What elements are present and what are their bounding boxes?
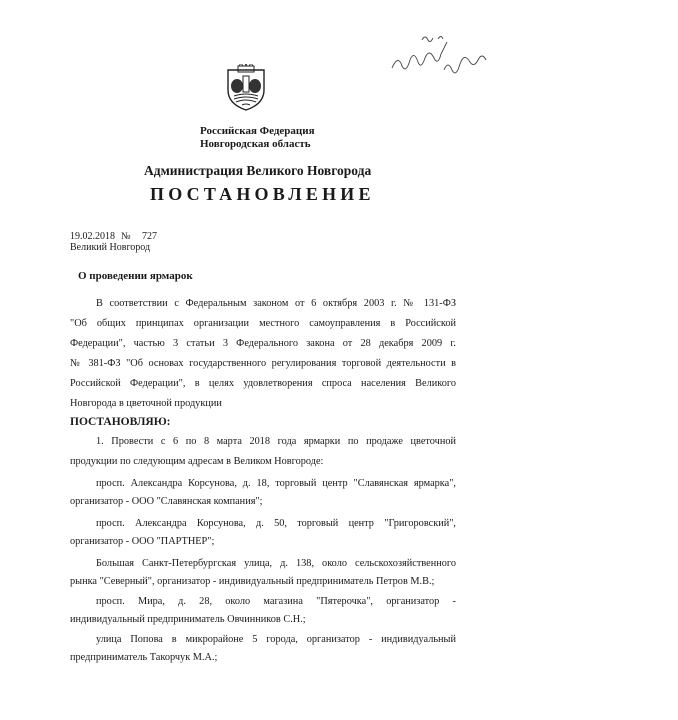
document-date: 19.02.2018 bbox=[70, 231, 115, 242]
address-line: организатор - ООО "Славянская компания"; bbox=[70, 496, 263, 507]
address-line: просп. Александра Корсунова, д. 18, торговый центр "Славянская ярмарка", bbox=[96, 478, 456, 489]
address-line: Большая Санкт-Петербургская улица, д. 138, около сельскохозяйственного bbox=[96, 558, 456, 569]
preamble-line: Новгорода в цветочной продукции bbox=[70, 398, 222, 409]
document-subject: О проведении ярмарок bbox=[78, 270, 193, 282]
address-line: индивидуальный предприниматель Овчинников С.Н.; bbox=[70, 614, 306, 625]
address-line: рынка "Северный", организатор - индивидуальный предприниматель Петров М.В.; bbox=[70, 576, 435, 587]
item-1-line: продукции по следующим адресам в Великом Новгороде: bbox=[70, 456, 324, 467]
address-line: организатор - ООО "ПАРТНЕР"; bbox=[70, 536, 215, 547]
address-line: просп. Александра Корсунова, д. 50, торговый центр "Григоровский", bbox=[96, 518, 456, 529]
administration-line: Администрация Великого Новгорода bbox=[144, 163, 372, 178]
preamble-line: В соответствии с Федеральным законом от 6 октября 2003 г. № 131-ФЗ bbox=[96, 298, 456, 309]
address-line: улица Попова в микрорайоне 5 города, организатор - индивидуальный bbox=[96, 634, 456, 645]
region-line: Новгородская область bbox=[200, 138, 311, 150]
document-type-title: ПОСТАНОВЛЕНИЕ bbox=[150, 184, 375, 204]
preamble-line: Российской Федерации", в целях удовлетворения спроса населения Великого bbox=[70, 378, 456, 389]
preamble-line: "Об общих принципах организации местного самоуправления в Российской bbox=[70, 318, 456, 329]
document-city: Великий Новгород bbox=[70, 242, 151, 253]
document-number-label: № bbox=[121, 231, 131, 242]
handwritten-annotation bbox=[388, 30, 498, 80]
coat-of-arms-icon bbox=[222, 64, 270, 112]
federation-line: Российская Федерация bbox=[200, 125, 315, 137]
decree-word: ПОСТАНОВЛЯЮ: bbox=[70, 416, 171, 428]
preamble-line: Федерации", частью 3 статьи 3 Федерального закона от 28 декабря 2009 г. bbox=[70, 338, 456, 349]
preamble-line: № 381-ФЗ "Об основах государственного регулирования торговой деятельности в bbox=[70, 358, 456, 369]
document-number: 727 bbox=[142, 231, 157, 242]
item-1-line: 1. Провести с 6 по 8 марта 2018 года ярмарки по продаже цветочной bbox=[96, 436, 456, 447]
address-line: просп. Мира, д. 28, около магазина "Пятерочка", организатор - bbox=[96, 596, 456, 607]
address-line: предприниматель Такорчук М.А.; bbox=[70, 652, 218, 663]
